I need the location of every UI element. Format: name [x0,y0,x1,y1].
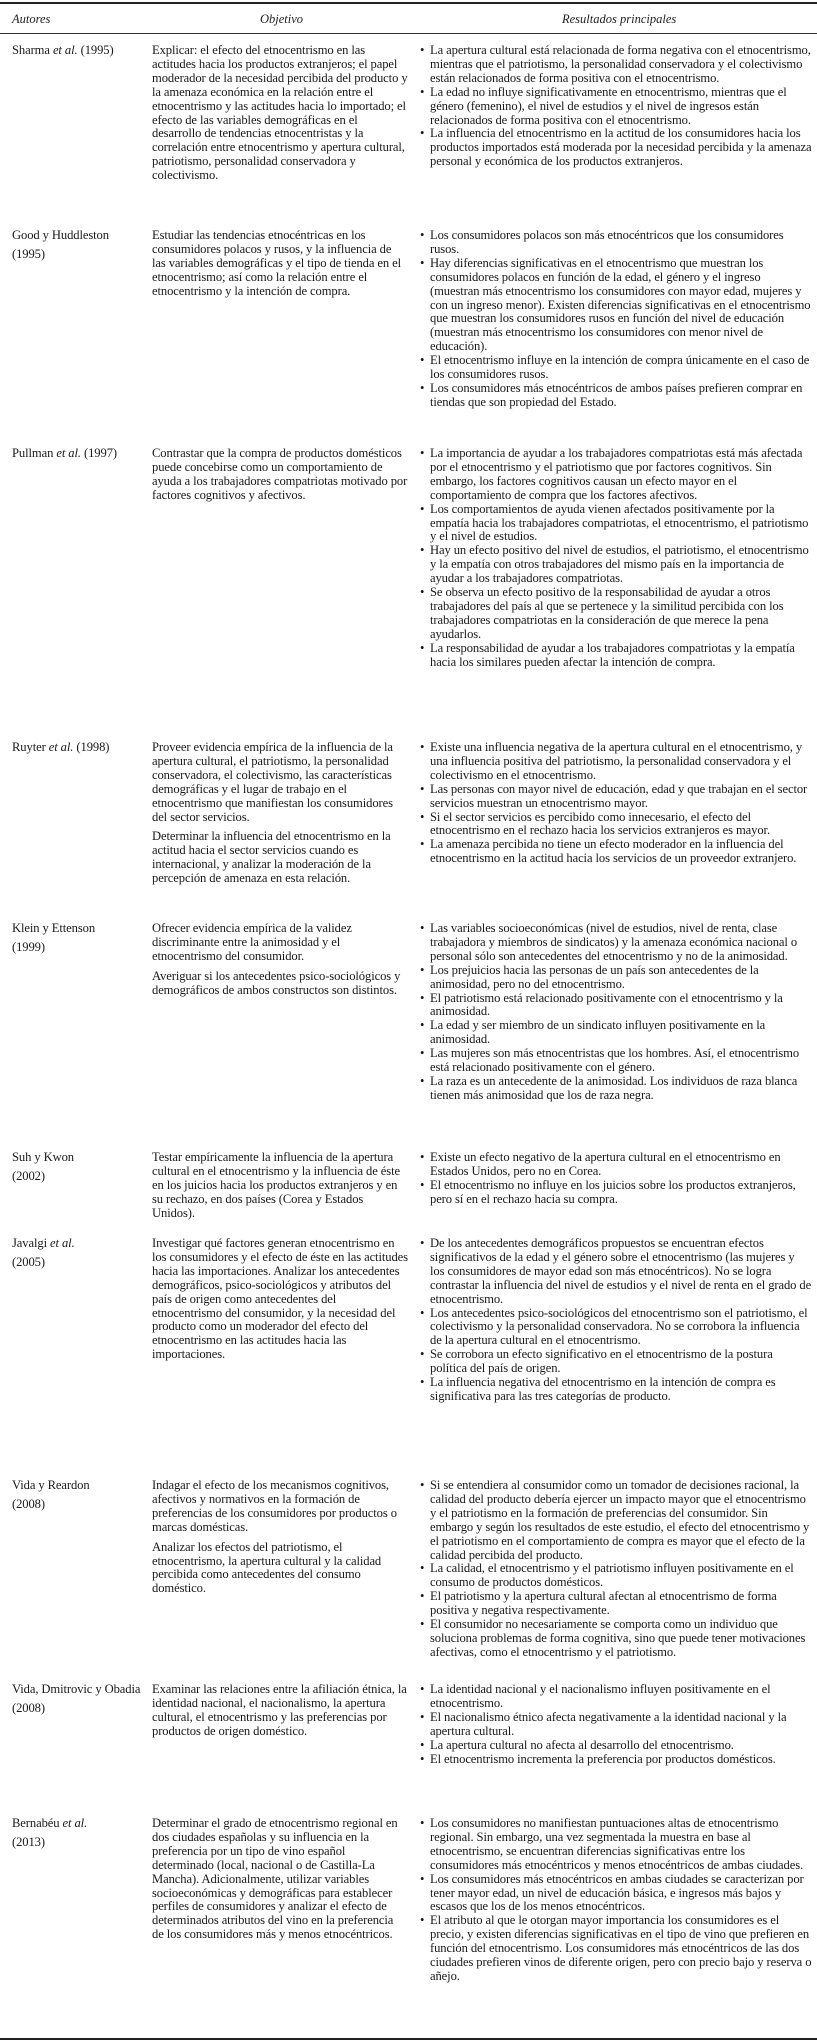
author-name: Javalgi [12,1236,47,1250]
author-cell [12,1683,147,1716]
result-item: • La amenaza percibida no tiene un efecto moderador en la influencia del etnocentrismo en la actitud hacia los servicios de un proveedor extranjero. [420,838,812,866]
result-item: • Existe un efecto negativo de la apertura cultural en el etnocentrismo en Estados Unidos, pero no en Corea. [420,1151,812,1179]
result-item: • Los consumidores más etnocéntricos de ambos países prefieren comprar en tiendas que son propiedad del Estado. [420,382,812,410]
objective-paragraph: Indagar el efecto de los mecanismos cognitivos, afectivos y normativos en la formación de preferencias de los consumidores por productos o marcas domésticas. [152,1478,397,1534]
result-item: • El patriotismo y la apertura cultural afectan al etnocentrismo de forma positiva y negativa respectivamente. [420,1590,812,1618]
objective-paragraph: Proveer evidencia empírica de la influencia de la apertura cultural, el patriotismo, la personalidad conservadora, el colectivismo, las características demográficas y el lugar de trabajo en el etnocentrismo que manifiestan los consumidores del sector servicios. [152,740,393,824]
author-name: Bernabéu [12,1816,60,1830]
results-list [420,44,812,169]
result-item: • El etnocentrismo incrementa la preferencia por productos domésticos. [420,1753,812,1767]
author-name: Pullman [12,446,54,460]
objective-paragraph: Determinar la influencia del etnocentrismo en la actitud hacia el sector servicios cuando es internacional, y analizar la moderación de la percepción de amenaza en esta relación. [152,829,391,886]
author-year: (2002) [12,1168,45,1183]
result-item: • El etnocentrismo no influye en los juicios sobre los productos extranjeros, pero sí en el rechazo hacia su compra. [420,1179,812,1207]
result-item: • El patriotismo está relacionado positivamente con el etnocentrismo y la animosidad. [420,992,812,1020]
author-etal: et al. [56,446,81,460]
author-name: Vida, Dmitrovic y Obadia [12,1682,141,1696]
objective-cell [152,1817,408,1948]
results-list [420,922,812,1103]
author-year: (1997) [84,446,117,460]
objective-cell [152,44,408,189]
result-item: • Si el sector servicios es percibido como innecesario, el efecto del etnocentrismo en el rechazo hacia los servicios extranjeros es mayor. [420,811,812,839]
author-etal: et al. [48,740,74,754]
author-cell [12,44,147,58]
results-cell [420,1683,812,1766]
result-item: • Los prejuicios hacia las personas de un país son antecedentes de la animosidad, pero no del etnocentrismo. [420,964,812,992]
result-item: • Las variables socioeconómicas (nivel de estudios, nivel de renta, clase trabajadora y miembros de sindicatos) y la amenaza económica nacional o personal sólo son antecedentes del etnocentrismo y no de la animosidad. [420,922,812,964]
author-cell [12,922,147,955]
result-item: • La apertura cultural está relacionada de forma negativa con el etnocentrismo, mientras que el patriotismo, la personalidad conservadora y el colectivismo están relacionados de forma positiva con el etnocentrismo. [420,44,812,86]
results-cell [420,447,812,670]
results-list [420,741,812,866]
objective-paragraph: Explicar: el efecto del etnocentrismo en las actitudes hacia los productos extranjeros; el papel moderador de la necesidad percibida del producto y la amenaza económica en la relación entre el etnocentrismo y las actitudes hacia lo importado; el efecto de las variables demográficas en el desarrollo de tendencias etnocentristas y la correlación entre etnocentrismo y apertura cultural, patriotismo, personalidad conservadora y colectivismo. [152,43,408,183]
objective-cell [152,922,408,1004]
objective-paragraph: Analizar los efectos del patriotismo, el etnocentrismo, la apertura cultural y la calidad percibida como antecedentes del consumo doméstico. [152,1539,382,1596]
author-name: Ruyter [12,740,46,754]
header-objective: Objetivo [260,12,304,26]
result-item: • El nacionalismo étnico afecta negativamente a la identidad nacional y la apertura cultural. [420,1711,812,1739]
objective-cell [152,229,408,305]
objective-paragraph: Averiguar si los antecedentes psico-sociológicos y demográficos de ambos constructos son distintos. [152,968,401,997]
result-item: • La apertura cultural no afecta al desarrollo del etnocentrismo. [420,1739,812,1753]
result-item: • Los consumidores no manifiestan puntuaciones altas de etnocentrismo regional. Sin embargo, una vez segmentada la muestra en base al etnocentrismo, se encuentran diferencias significativas entre los consumidores más etnocéntricos y menos etnocéntricos de ambas ciudades. [420,1817,812,1873]
result-item: • Se observa un efecto positivo de la responsabilidad de ayudar a otros trabajadores del país al que se pertenece y la similitud percibida con los trabajadores compatriotas en la consideración de que merece la pena ayudarlos. [420,586,812,642]
author-name: Vida y Reardon [12,1478,90,1492]
header-results: Resultados principales [562,12,677,26]
result-item: • De los antecedentes demográficos propuestos se encuentran efectos significativos de la edad y el género sobre el etnocentrismo (las mujeres y los consumidores de mayor edad son más etnocéntricos). No se logra contrastar la influencia del nivel de estudios y el nivel de renta en el grado de etnocentrismo. [420,1237,812,1307]
author-cell [12,447,147,461]
objective-paragraph: Investigar qué factores generan etnocentrismo en los consumidores y el efecto de éste en las actitudes hacia las importaciones. Analizar los antecedentes demográficos, psico-sociológicos y atributos del país de origen como antecedentes del etnocentrismo del consumidor, y la necesidad del producto como un moderador del efecto del etnocentrismo en las actitudes hacia las importaciones. [152,1236,408,1362]
objective-paragraph: Examinar las relaciones entre la afiliación étnica, la identidad nacional, el nacionalismo, la apertura cultural, el etnocentrismo y las preferencias por productos de origen doméstico. [152,1682,407,1738]
result-item: • El etnocentrismo influye en la intención de compra únicamente en el caso de los consumidores rusos. [420,354,812,382]
result-item: • La influencia negativa del etnocentrismo en la intención de compra es significativa para las tres categorías de producto. [420,1376,812,1404]
objective-cell [152,1151,408,1227]
results-cell [420,1151,812,1207]
author-year: (2008) [12,1700,45,1715]
author-year: (2005) [12,1254,45,1269]
result-item: • Las personas con mayor nivel de educación, edad y que trabajan en el sector servicios muestran un etnocentrismo mayor. [420,783,812,811]
objective-paragraph: Contrastar que la compra de productos domésticos puede concebirse como un comportamiento de ayuda a los trabajadores compatriotas motivado por factores cognitivos y afectivos. [152,446,408,502]
author-cell [12,229,147,262]
result-item: • Hay un efecto positivo del nivel de estudios, el patriotismo, el etnocentrismo y la empatía con otros trabajadores del mismo país en la importancia de ayudar a los trabajadores compatriotas. [420,544,812,586]
result-item: • Se corrobora un efecto significativo en el etnocentrismo de la postura política del país de origen. [420,1348,812,1376]
results-list [420,1683,812,1766]
objective-cell [152,741,408,892]
results-cell [420,1237,812,1404]
author-year: (1995) [80,43,114,57]
author-etal: et al. [52,43,78,57]
results-list [420,1237,812,1404]
objective-paragraph: Testar empíricamente la influencia de la apertura cultural en el etnocentrismo y la influencia de éste en los juicios hacia los productos extranjeros y en su rechazo, en dos países (Corea y Estados Unidos). [152,1150,400,1220]
results-list [420,447,812,670]
results-cell [420,229,812,410]
header-rule [0,33,817,34]
author-year: (1999) [12,939,45,954]
author-cell [12,741,147,755]
results-list [420,1151,812,1207]
result-item: • Los antecedentes psico-sociológicos del etnocentrismo son el patriotismo, el colectivismo y la personalidad conservadora. No se corrobora la influencia de la apertura cultural en el etnocentrismo. [420,1307,812,1349]
author-name: Suh y Kwon [12,1150,74,1164]
author-cell [12,1817,147,1850]
results-cell [420,1479,812,1660]
objective-paragraph: Ofrecer evidencia empírica de la validez discriminante entre la animosidad y el etnocentrismo del consumidor. [152,921,352,963]
result-item: • Los comportamientos de ayuda vienen afectados positivamente por la empatía hacia los trabajadores compatriotas, el etnocentrismo, el patriotismo y el nivel de estudios. [420,503,812,545]
result-item: • Los consumidores polacos son más etnocéntricos que los consumidores rusos. [420,229,812,257]
author-cell [12,1479,147,1512]
result-item: • La responsabilidad de ayudar a los trabajadores compatriotas y la empatía hacia los similares pueden afectar la intención de compra. [420,642,812,670]
objective-paragraph: Estudiar las tendencias etnocéntricas en los consumidores polacos y rusos, y la influencia de las variables demográficas y el tipo de tienda en el etnocentrismo; así como la relación entre el etnocentrismo y la intención de compra. [152,228,402,298]
header-authors: Autores [12,12,51,26]
result-item: • Los consumidores más etnocéntricos en ambas ciudades se caracterizan por tener mayor edad, un nivel de educación básica, e ingresos más bajos y escasos que los de los menos etnocéntricos. [420,1873,812,1915]
objective-cell [152,447,408,509]
author-year: (2008) [12,1496,45,1511]
author-etal: et al. [50,1236,75,1250]
table-bottom-rule [0,2038,817,2040]
result-item: • La calidad, el etnocentrismo y el patriotismo influyen positivamente en el consumo de productos domésticos. [420,1562,812,1590]
result-item: • Si se entendiera al consumidor como un tomador de decisiones racional, la calidad del producto debería ejercer un impacto mayor que el etnocentrismo y el patriotismo en la formación de preferencias del consumidor. Sin embargo y según los resultados de este estudio, el efecto del etnocentrismo y el patriotismo en el comportamiento de compra es mayor que el efecto de la calidad percibida del producto. [420,1479,812,1562]
author-name: Sharma [12,43,50,57]
result-item: • El atributo al que le otorgan mayor importancia los consumidores es el precio, y existen diferencias significativas en el tipo de vino que prefieren en función del etnocentrismo. Los consumidores más etnocéntricos de las dos ciudades prefieren vinos de diferente origen, pero con precio bajo y reserva o añejo. [420,1914,812,1984]
objective-cell [152,1683,408,1745]
result-item: • El consumidor no necesariamente se comporta como un individuo que soluciona problemas de forma cognitiva, sino que puede tener motivaciones afectivas, como el etnocentrismo y el patriotismo. [420,1618,812,1660]
results-cell [420,922,812,1103]
results-cell [420,44,812,169]
results-cell [420,1817,812,1984]
objective-cell [152,1237,408,1368]
author-name: Klein y Ettenson [12,921,96,935]
author-year: (1995) [12,246,45,261]
result-item: • La raza es un antecedente de la animosidad. Los individuos de raza blanca tienen más animosidad que los de raza negra. [420,1075,812,1103]
result-item: • La identidad nacional y el nacionalismo influyen positivamente en el etnocentrismo. [420,1683,812,1711]
results-list [420,229,812,410]
results-list [420,1817,812,1984]
results-list [420,1479,812,1660]
results-cell [420,741,812,866]
author-year: (2013) [12,1834,45,1849]
result-item: • Hay diferencias significativas en el etnocentrismo que muestran los consumidores polacos en función de la edad, el género y el ingreso (muestran más etnocentrismo los consumidores con mayor edad, mujeres y con un ingreso menor). Existen diferencias significativas en el etnocentrismo que muestran los consumidores rusos en función del nivel de educación (muestran más etnocentrismo los consumidores con menor nivel de educación). [420,257,812,354]
author-cell [12,1237,147,1270]
result-item: • La importancia de ayudar a los trabajadores compatriotas está más afectada por el etnocentrismo y el patriotismo que por factores cognitivos. Sin embargo, los factores cognitivos causan un efecto mayor en el comportamiento de compra que los factores afectivos. [420,447,812,503]
table-top-rule [0,2,817,4]
result-item: • Las mujeres son más etnocentristas que los hombres. Así, el etnocentrismo está relacionado positivamente con el género. [420,1047,812,1075]
author-cell [12,1151,147,1184]
result-item: • La influencia del etnocentrismo en la actitud de los consumidores hacia los productos importados está moderada por la necesidad percibida y la amenaza personal y económica de los productos extranjeros. [420,127,812,169]
result-item: • La edad y ser miembro de un sindicato influyen positivamente en la animosidad. [420,1019,812,1047]
author-etal: et al. [62,1816,88,1830]
result-item: • La edad no influye significativamente en etnocentrismo, mientras que el género (femenino), el nivel de estudios y el nivel de ingresos están relacionados de forma positiva con el etnocentrismo. [420,86,812,128]
author-name: Good y Huddleston [12,228,109,242]
objective-cell [152,1479,408,1602]
author-year: (1998) [76,740,110,754]
result-item: • Existe una influencia negativa de la apertura cultural en el etnocentrismo, y una influencia positiva del patriotismo, la personalidad conservadora y el colectivismo en el etnocentrismo. [420,741,812,783]
objective-paragraph: Determinar el grado de etnocentrismo regional en dos ciudades españolas y su influencia en la preferencia por un tipo de vino español determinado (local, nacional o de Castilla-La Mancha). Adicionalmente, utilizar variables socioeconómicas y demográficas para establecer perfiles de consumidores y analizar el efecto de determinados atributos del vino en la preferencia de los consumidores más y menos etnocéntricos. [152,1816,398,1942]
